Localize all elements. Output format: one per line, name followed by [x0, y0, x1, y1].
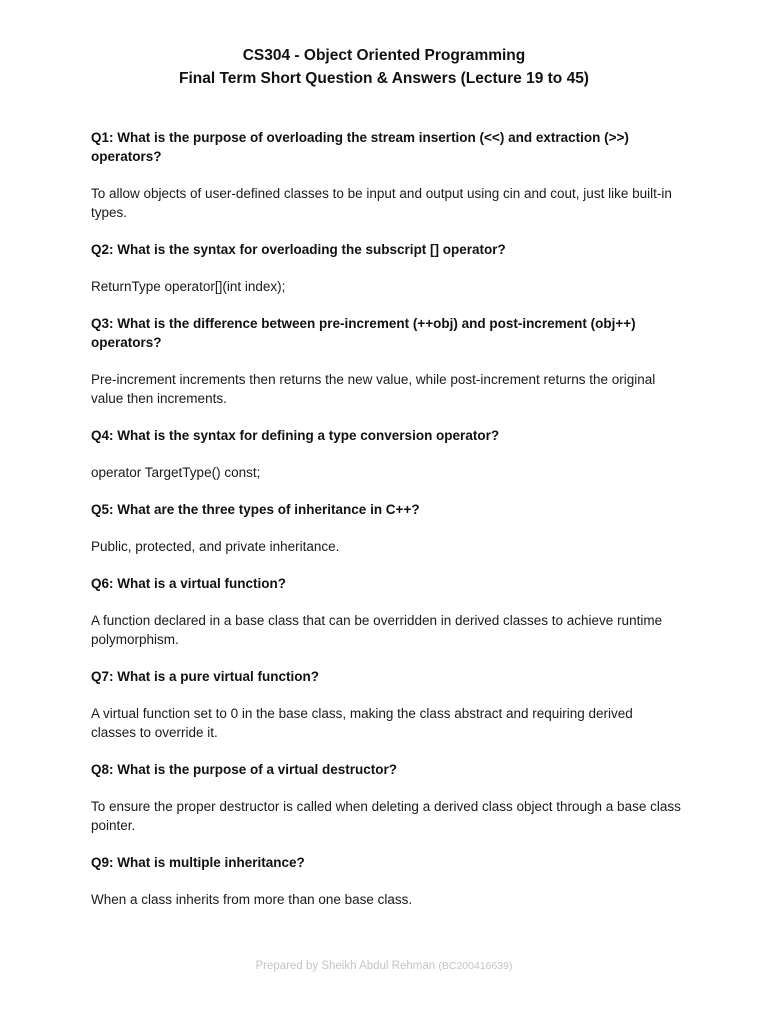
answer-2: ReturnType operator[](int index);: [91, 279, 286, 294]
qa-item-6: [91, 574, 681, 649]
document-header: [0, 44, 768, 90]
student-id-text: (BC200416639): [438, 960, 513, 972]
answer-5: Public, protected, and private inheritance.: [91, 539, 340, 554]
answer-1: To allow objects of user-defined classes to be input and output using cin and cout, just like built-in types.: [91, 186, 672, 220]
question-5: Q5: What are the three types of inheritance in C++?: [91, 502, 420, 517]
qa-item-7: [91, 667, 681, 742]
document-title: CS304 - Object Oriented Programming: [242, 47, 526, 64]
question-4: Q4: What is the syntax for defining a type conversion operator?: [91, 428, 500, 443]
question-7: Q7: What is a pure virtual function?: [91, 669, 320, 684]
qa-item-4: [91, 426, 681, 482]
qa-list: [91, 128, 681, 927]
qa-item-9: [91, 853, 681, 909]
answer-8: To ensure the proper destructor is called when deleting a derived class object through a base class pointer.: [91, 799, 681, 833]
question-8: Q8: What is the purpose of a virtual destructor?: [91, 762, 398, 777]
document-footer: [0, 960, 768, 972]
answer-7: A virtual function set to 0 in the base class, making the class abstract and requiring derived classes to override it.: [91, 706, 633, 740]
answer-3: Pre-increment increments then returns the new value, while post-increment returns the original value then increments.: [91, 372, 656, 406]
qa-item-3: [91, 314, 681, 408]
question-2: Q2: What is the syntax for overloading the subscript [] operator?: [91, 242, 506, 257]
qa-item-2: [91, 240, 681, 296]
answer-9: When a class inherits from more than one base class.: [91, 892, 413, 907]
answer-4: operator TargetType() const;: [91, 465, 261, 480]
question-3: Q3: What is the difference between pre-increment (++obj) and post-increment (obj++) operators?: [91, 316, 636, 350]
qa-item-8: [91, 760, 681, 835]
question-1: Q1: What is the purpose of overloading the stream insertion (<<) and extraction (>>) operators?: [91, 130, 629, 164]
prepared-by-text: Prepared by Sheikh Abdul Rehman: [255, 960, 436, 972]
qa-item-5: [91, 500, 681, 556]
question-9: Q9: What is multiple inheritance?: [91, 855, 305, 870]
document-subtitle: Final Term Short Question & Answers (Lecture 19 to 45): [179, 70, 589, 87]
question-6: Q6: What is a virtual function?: [91, 576, 287, 591]
qa-item-1: [91, 128, 681, 222]
answer-6: A function declared in a base class that can be overridden in derived classes to achieve runtime polymorphism.: [91, 613, 663, 647]
